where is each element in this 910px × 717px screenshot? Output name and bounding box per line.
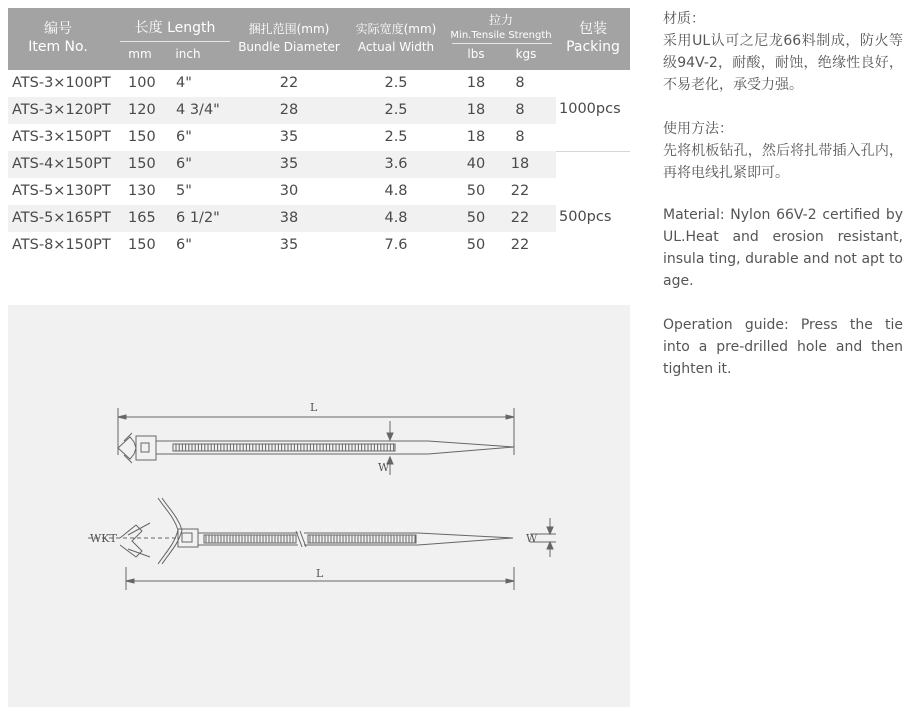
length-header: 长度 Length <box>134 20 216 36</box>
length-inch: 5" <box>176 183 192 199</box>
bundle-diameter: 35 <box>279 129 299 145</box>
length-inch: 6" <box>176 237 192 253</box>
length-inch: 4 3/4" <box>176 102 220 118</box>
actual-width: 3.6 <box>384 156 408 172</box>
item-number: ATS-3×120PT <box>12 102 111 118</box>
length-mm: 150 <box>128 237 156 253</box>
tensile-header-cn: 拉力 <box>488 13 513 27</box>
actual-width: 2.5 <box>384 75 408 91</box>
usage-cn: 先将机板钻孔，然后将扎带插入孔内，再将电线扎紧即可。 <box>663 143 903 181</box>
packing-separator <box>556 151 630 152</box>
cable-tie-diagram <box>8 305 630 707</box>
packing-header-cn: 包装 <box>579 21 607 37</box>
bundle-diameter: 30 <box>279 183 299 199</box>
material-en: Material: Nylon 66V-2 certified by UL.Heat and erosion resistant, insula ting, durable and not apt to age. <box>663 207 903 289</box>
tensile-kgs: 8 <box>515 75 525 91</box>
lbs-header: lbs <box>467 47 485 61</box>
bundle-header-en: Bundle Diameter <box>238 40 340 54</box>
length-inch: 4" <box>176 75 192 91</box>
mm-header: mm <box>128 47 152 61</box>
length-mm: 150 <box>128 156 156 172</box>
diagram-svg <box>8 305 630 707</box>
tensile-kgs: 22 <box>510 210 530 226</box>
tensile-lbs: 18 <box>466 102 486 118</box>
length-inch: 6 1/2" <box>176 210 220 226</box>
tensile-lbs: 18 <box>466 129 486 145</box>
table-row <box>8 205 556 232</box>
actual-width: 2.5 <box>384 102 408 118</box>
label-W-top: W <box>378 461 390 474</box>
tensile-lbs: 40 <box>466 156 486 172</box>
tensile-lbs: 50 <box>466 210 486 226</box>
bundle-diameter: 22 <box>279 75 299 91</box>
item-number: ATS-5×165PT <box>12 210 111 226</box>
actual-width: 7.6 <box>384 237 408 253</box>
bundle-diameter: 28 <box>279 102 299 118</box>
bundle-diameter: 38 <box>279 210 299 226</box>
tensile-kgs: 18 <box>510 156 530 172</box>
length-mm: 150 <box>128 129 156 145</box>
item-number: ATS-5×130PT <box>12 183 111 199</box>
tensile-lbs: 50 <box>466 183 486 199</box>
table-row <box>8 232 556 259</box>
length-mm: 120 <box>128 102 156 118</box>
actual-width: 4.8 <box>384 183 408 199</box>
packing-500pcs: 500pcs <box>559 209 612 225</box>
width-header-en: Actual Width <box>357 40 435 54</box>
label-WKT: WKT <box>90 532 117 545</box>
table-row <box>8 151 556 178</box>
table-row <box>8 70 556 97</box>
item-number: ATS-4×150PT <box>12 156 111 172</box>
item-header-en: Item No. <box>28 39 88 55</box>
table-row <box>8 178 556 205</box>
kgs-header: kgs <box>515 47 537 61</box>
table-row <box>8 124 556 151</box>
tensile-kgs: 8 <box>515 129 525 145</box>
item-number: ATS-3×100PT <box>12 75 111 91</box>
length-inch: 6" <box>176 156 192 172</box>
width-header-cn: 实际宽度(mm) <box>355 22 437 36</box>
item-number: ATS-3×150PT <box>12 129 111 145</box>
table-row <box>8 97 556 124</box>
inch-header: inch <box>175 47 201 61</box>
tensile-lbs: 50 <box>466 237 486 253</box>
packing-header-en: Packing <box>566 39 620 55</box>
tensile-header-en: Min.Tensile Strength <box>450 30 552 41</box>
length-inch: 6" <box>176 129 192 145</box>
item-number: ATS-8×150PT <box>12 237 111 253</box>
bundle-diameter: 35 <box>279 237 299 253</box>
actual-width: 4.8 <box>384 210 408 226</box>
tensile-kgs: 22 <box>510 183 530 199</box>
actual-width: 2.5 <box>384 129 408 145</box>
label-L-bottom: L <box>316 567 324 580</box>
tensile-lbs: 18 <box>466 75 486 91</box>
packing-1000pcs: 1000pcs <box>559 101 621 117</box>
item-header-cn: 编号 <box>44 21 72 37</box>
label-W-bottom: W <box>526 532 538 545</box>
label-L-top: L <box>310 401 318 414</box>
tensile-divider <box>452 43 552 44</box>
material-cn: 采用UL认可之尼龙66料制成，防火等级94V-2，耐酸，耐蚀，绝缘性良好，不易老化，承受力强。 <box>663 33 903 93</box>
length-mm: 100 <box>128 75 156 91</box>
usage-title: 使用方法： <box>663 121 733 137</box>
bundle-diameter: 35 <box>279 156 299 172</box>
tensile-kgs: 22 <box>510 237 530 253</box>
bundle-header-cn: 捆扎范围(mm) <box>248 22 330 36</box>
length-divider <box>120 41 230 42</box>
tensile-kgs: 8 <box>515 102 525 118</box>
length-mm: 165 <box>128 210 156 226</box>
material-title: 材质： <box>663 11 705 27</box>
usage-en: Operation guide: Press the tie into a pre-drilled hole and then tighten it. <box>663 317 903 377</box>
length-mm: 130 <box>128 183 156 199</box>
